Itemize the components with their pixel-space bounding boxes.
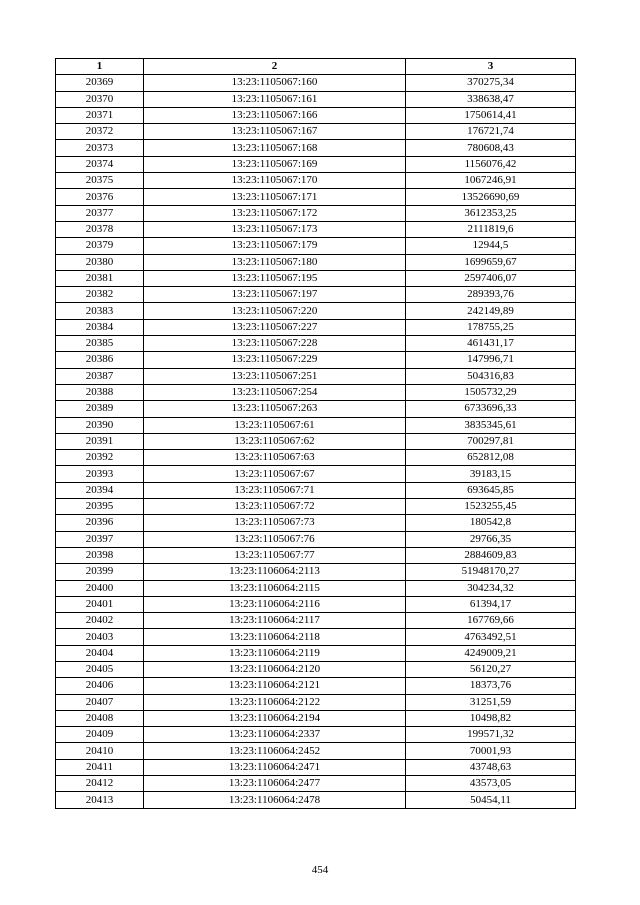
table-row [56,776,576,792]
value-cell: 652812,08 [406,450,576,466]
cadastral-number-cell: 13:23:1105067:220 [144,303,406,319]
table-row [56,189,576,205]
table-row [56,450,576,466]
row-number-cell: 20383 [56,303,144,319]
row-number-cell: 20374 [56,156,144,172]
value-cell: 504316,83 [406,368,576,384]
cadastral-number-cell: 13:23:1105067:161 [144,91,406,107]
row-number-cell: 20398 [56,547,144,563]
cadastral-number-cell: 13:23:1105067:62 [144,433,406,449]
row-number-cell: 20399 [56,564,144,580]
row-number-cell: 20378 [56,221,144,237]
cadastral-number-cell: 13:23:1105067:166 [144,107,406,123]
table-row [56,694,576,710]
cadastral-number-cell: 13:23:1105067:170 [144,173,406,189]
cadastral-number-cell: 13:23:1106064:2477 [144,776,406,792]
row-number-cell: 20407 [56,694,144,710]
cadastral-number-cell: 13:23:1105067:171 [144,189,406,205]
table-row [56,336,576,352]
row-number-cell: 20391 [56,433,144,449]
table-row [56,205,576,221]
table-row [56,482,576,498]
cadastral-number-cell: 13:23:1106064:2478 [144,792,406,808]
table-row [56,270,576,286]
cadastral-number-cell: 13:23:1106064:2122 [144,694,406,710]
column-header-3: 3 [406,59,576,75]
table-row [56,107,576,123]
cadastral-number-cell: 13:23:1106064:2117 [144,613,406,629]
table-row [56,91,576,107]
value-cell: 2597406,07 [406,270,576,286]
value-cell: 780608,43 [406,140,576,156]
row-number-cell: 20412 [56,776,144,792]
column-header-2: 2 [144,59,406,75]
table-row [56,792,576,808]
table-row [56,580,576,596]
table-row [56,368,576,384]
value-cell: 242149,89 [406,303,576,319]
table-row [56,433,576,449]
cadastral-number-cell: 13:23:1105067:179 [144,238,406,254]
table-row [56,678,576,694]
table-row [56,124,576,140]
cadastral-number-cell: 13:23:1105067:160 [144,75,406,91]
cadastral-number-cell: 13:23:1105067:168 [144,140,406,156]
table-row [56,596,576,612]
cadastral-number-cell: 13:23:1105067:71 [144,482,406,498]
row-number-cell: 20379 [56,238,144,254]
cadastral-number-cell: 13:23:1106064:2120 [144,661,406,677]
cadastral-number-cell: 13:23:1105067:76 [144,531,406,547]
value-cell: 338638,47 [406,91,576,107]
value-cell: 1156076,42 [406,156,576,172]
row-number-cell: 20380 [56,254,144,270]
row-number-cell: 20393 [56,466,144,482]
cadastral-number-cell: 13:23:1106064:2121 [144,678,406,694]
row-number-cell: 20408 [56,710,144,726]
table-row [56,613,576,629]
table-row [56,303,576,319]
table-row [56,319,576,335]
value-cell: 167769,66 [406,613,576,629]
cadastral-number-cell: 13:23:1105067:173 [144,221,406,237]
value-cell: 700297,81 [406,433,576,449]
row-number-cell: 20401 [56,596,144,612]
table-row [56,352,576,368]
row-number-cell: 20396 [56,515,144,531]
row-number-cell: 20404 [56,645,144,661]
table-row [56,156,576,172]
row-number-cell: 20377 [56,205,144,221]
row-number-cell: 20405 [56,661,144,677]
table-row [56,661,576,677]
row-number-cell: 20400 [56,580,144,596]
table-row [56,238,576,254]
table-row [56,401,576,417]
document-sheet [55,58,575,809]
value-cell: 61394,17 [406,596,576,612]
row-number-cell: 20388 [56,384,144,400]
cadastral-number-cell: 13:23:1105067:229 [144,352,406,368]
cadastral-number-cell: 13:23:1105067:251 [144,368,406,384]
cadastral-number-cell: 13:23:1105067:63 [144,450,406,466]
value-cell: 178755,25 [406,319,576,335]
row-number-cell: 20410 [56,743,144,759]
row-number-cell: 20387 [56,368,144,384]
row-number-cell: 20373 [56,140,144,156]
table-row [56,75,576,91]
value-cell: 4249009,21 [406,645,576,661]
row-number-cell: 20411 [56,759,144,775]
row-number-cell: 20386 [56,352,144,368]
cadastral-number-cell: 13:23:1106064:2115 [144,580,406,596]
row-number-cell: 20390 [56,417,144,433]
cadastral-number-cell: 13:23:1105067:61 [144,417,406,433]
row-number-cell: 20371 [56,107,144,123]
table-row [56,564,576,580]
table-row [56,499,576,515]
row-number-cell: 20375 [56,173,144,189]
row-number-cell: 20381 [56,270,144,286]
value-cell: 10498,82 [406,710,576,726]
table-row [56,173,576,189]
row-number-cell: 20385 [56,336,144,352]
value-cell: 693645,85 [406,482,576,498]
table-row [56,140,576,156]
row-number-cell: 20395 [56,499,144,515]
value-cell: 370275,34 [406,75,576,91]
row-number-cell: 20376 [56,189,144,205]
row-number-cell: 20384 [56,319,144,335]
cadastral-number-cell: 13:23:1105067:77 [144,547,406,563]
value-cell: 3835345,61 [406,417,576,433]
value-cell: 289393,76 [406,287,576,303]
value-cell: 50454,11 [406,792,576,808]
cadastral-number-cell: 13:23:1105067:73 [144,515,406,531]
value-cell: 1523255,45 [406,499,576,515]
value-cell: 176721,74 [406,124,576,140]
row-number-cell: 20389 [56,401,144,417]
row-number-cell: 20406 [56,678,144,694]
table-header-row [56,59,576,75]
row-number-cell: 20370 [56,91,144,107]
page-number: 454 [311,864,329,876]
value-cell: 29766,35 [406,531,576,547]
value-cell: 1750614,41 [406,107,576,123]
data-table [55,58,576,809]
table-row [56,466,576,482]
value-cell: 461431,17 [406,336,576,352]
cadastral-number-cell: 13:23:1105067:195 [144,270,406,286]
cadastral-number-cell: 13:23:1105067:263 [144,401,406,417]
value-cell: 43573,05 [406,776,576,792]
row-number-cell: 20392 [56,450,144,466]
value-cell: 6733696,33 [406,401,576,417]
table-row [56,221,576,237]
value-cell: 2111819,6 [406,221,576,237]
cadastral-number-cell: 13:23:1105067:180 [144,254,406,270]
cadastral-number-cell: 13:23:1106064:2194 [144,710,406,726]
cadastral-number-cell: 13:23:1105067:197 [144,287,406,303]
table-row [56,287,576,303]
value-cell: 180542,8 [406,515,576,531]
row-number-cell: 20403 [56,629,144,645]
cadastral-number-cell: 13:23:1106064:2119 [144,645,406,661]
value-cell: 199571,32 [406,727,576,743]
cadastral-number-cell: 13:23:1106064:2452 [144,743,406,759]
table-row [56,629,576,645]
value-cell: 51948170,27 [406,564,576,580]
value-cell: 56120,27 [406,661,576,677]
value-cell: 304234,32 [406,580,576,596]
row-number-cell: 20372 [56,124,144,140]
table-row [56,547,576,563]
table-body [56,75,576,808]
value-cell: 2884609,83 [406,547,576,563]
table-row [56,254,576,270]
row-number-cell: 20402 [56,613,144,629]
value-cell: 1067246,91 [406,173,576,189]
value-cell: 1699659,67 [406,254,576,270]
table-row [56,417,576,433]
value-cell: 31251,59 [406,694,576,710]
cadastral-number-cell: 13:23:1105067:228 [144,336,406,352]
row-number-cell: 20413 [56,792,144,808]
cadastral-number-cell: 13:23:1105067:172 [144,205,406,221]
table-row [56,759,576,775]
row-number-cell: 20394 [56,482,144,498]
table-row [56,384,576,400]
cadastral-number-cell: 13:23:1105067:227 [144,319,406,335]
value-cell: 18373,76 [406,678,576,694]
table-row [56,645,576,661]
value-cell: 13526690,69 [406,189,576,205]
column-header-1: 1 [56,59,144,75]
cadastral-number-cell: 13:23:1106064:2337 [144,727,406,743]
table-row [56,531,576,547]
value-cell: 3612353,25 [406,205,576,221]
value-cell: 43748,63 [406,759,576,775]
cadastral-number-cell: 13:23:1106064:2113 [144,564,406,580]
cadastral-number-cell: 13:23:1105067:67 [144,466,406,482]
value-cell: 70001,93 [406,743,576,759]
cadastral-number-cell: 13:23:1106064:2471 [144,759,406,775]
table-row [56,710,576,726]
value-cell: 147996,71 [406,352,576,368]
value-cell: 39183,15 [406,466,576,482]
value-cell: 4763492,51 [406,629,576,645]
cadastral-number-cell: 13:23:1106064:2116 [144,596,406,612]
cadastral-number-cell: 13:23:1106064:2118 [144,629,406,645]
value-cell: 1505732,29 [406,384,576,400]
row-number-cell: 20397 [56,531,144,547]
cadastral-number-cell: 13:23:1105067:254 [144,384,406,400]
cadastral-number-cell: 13:23:1105067:167 [144,124,406,140]
cadastral-number-cell: 13:23:1105067:169 [144,156,406,172]
cadastral-number-cell: 13:23:1105067:72 [144,499,406,515]
row-number-cell: 20409 [56,727,144,743]
row-number-cell: 20369 [56,75,144,91]
table-row [56,743,576,759]
table-row [56,515,576,531]
value-cell: 12944,5 [406,238,576,254]
table-row [56,727,576,743]
row-number-cell: 20382 [56,287,144,303]
